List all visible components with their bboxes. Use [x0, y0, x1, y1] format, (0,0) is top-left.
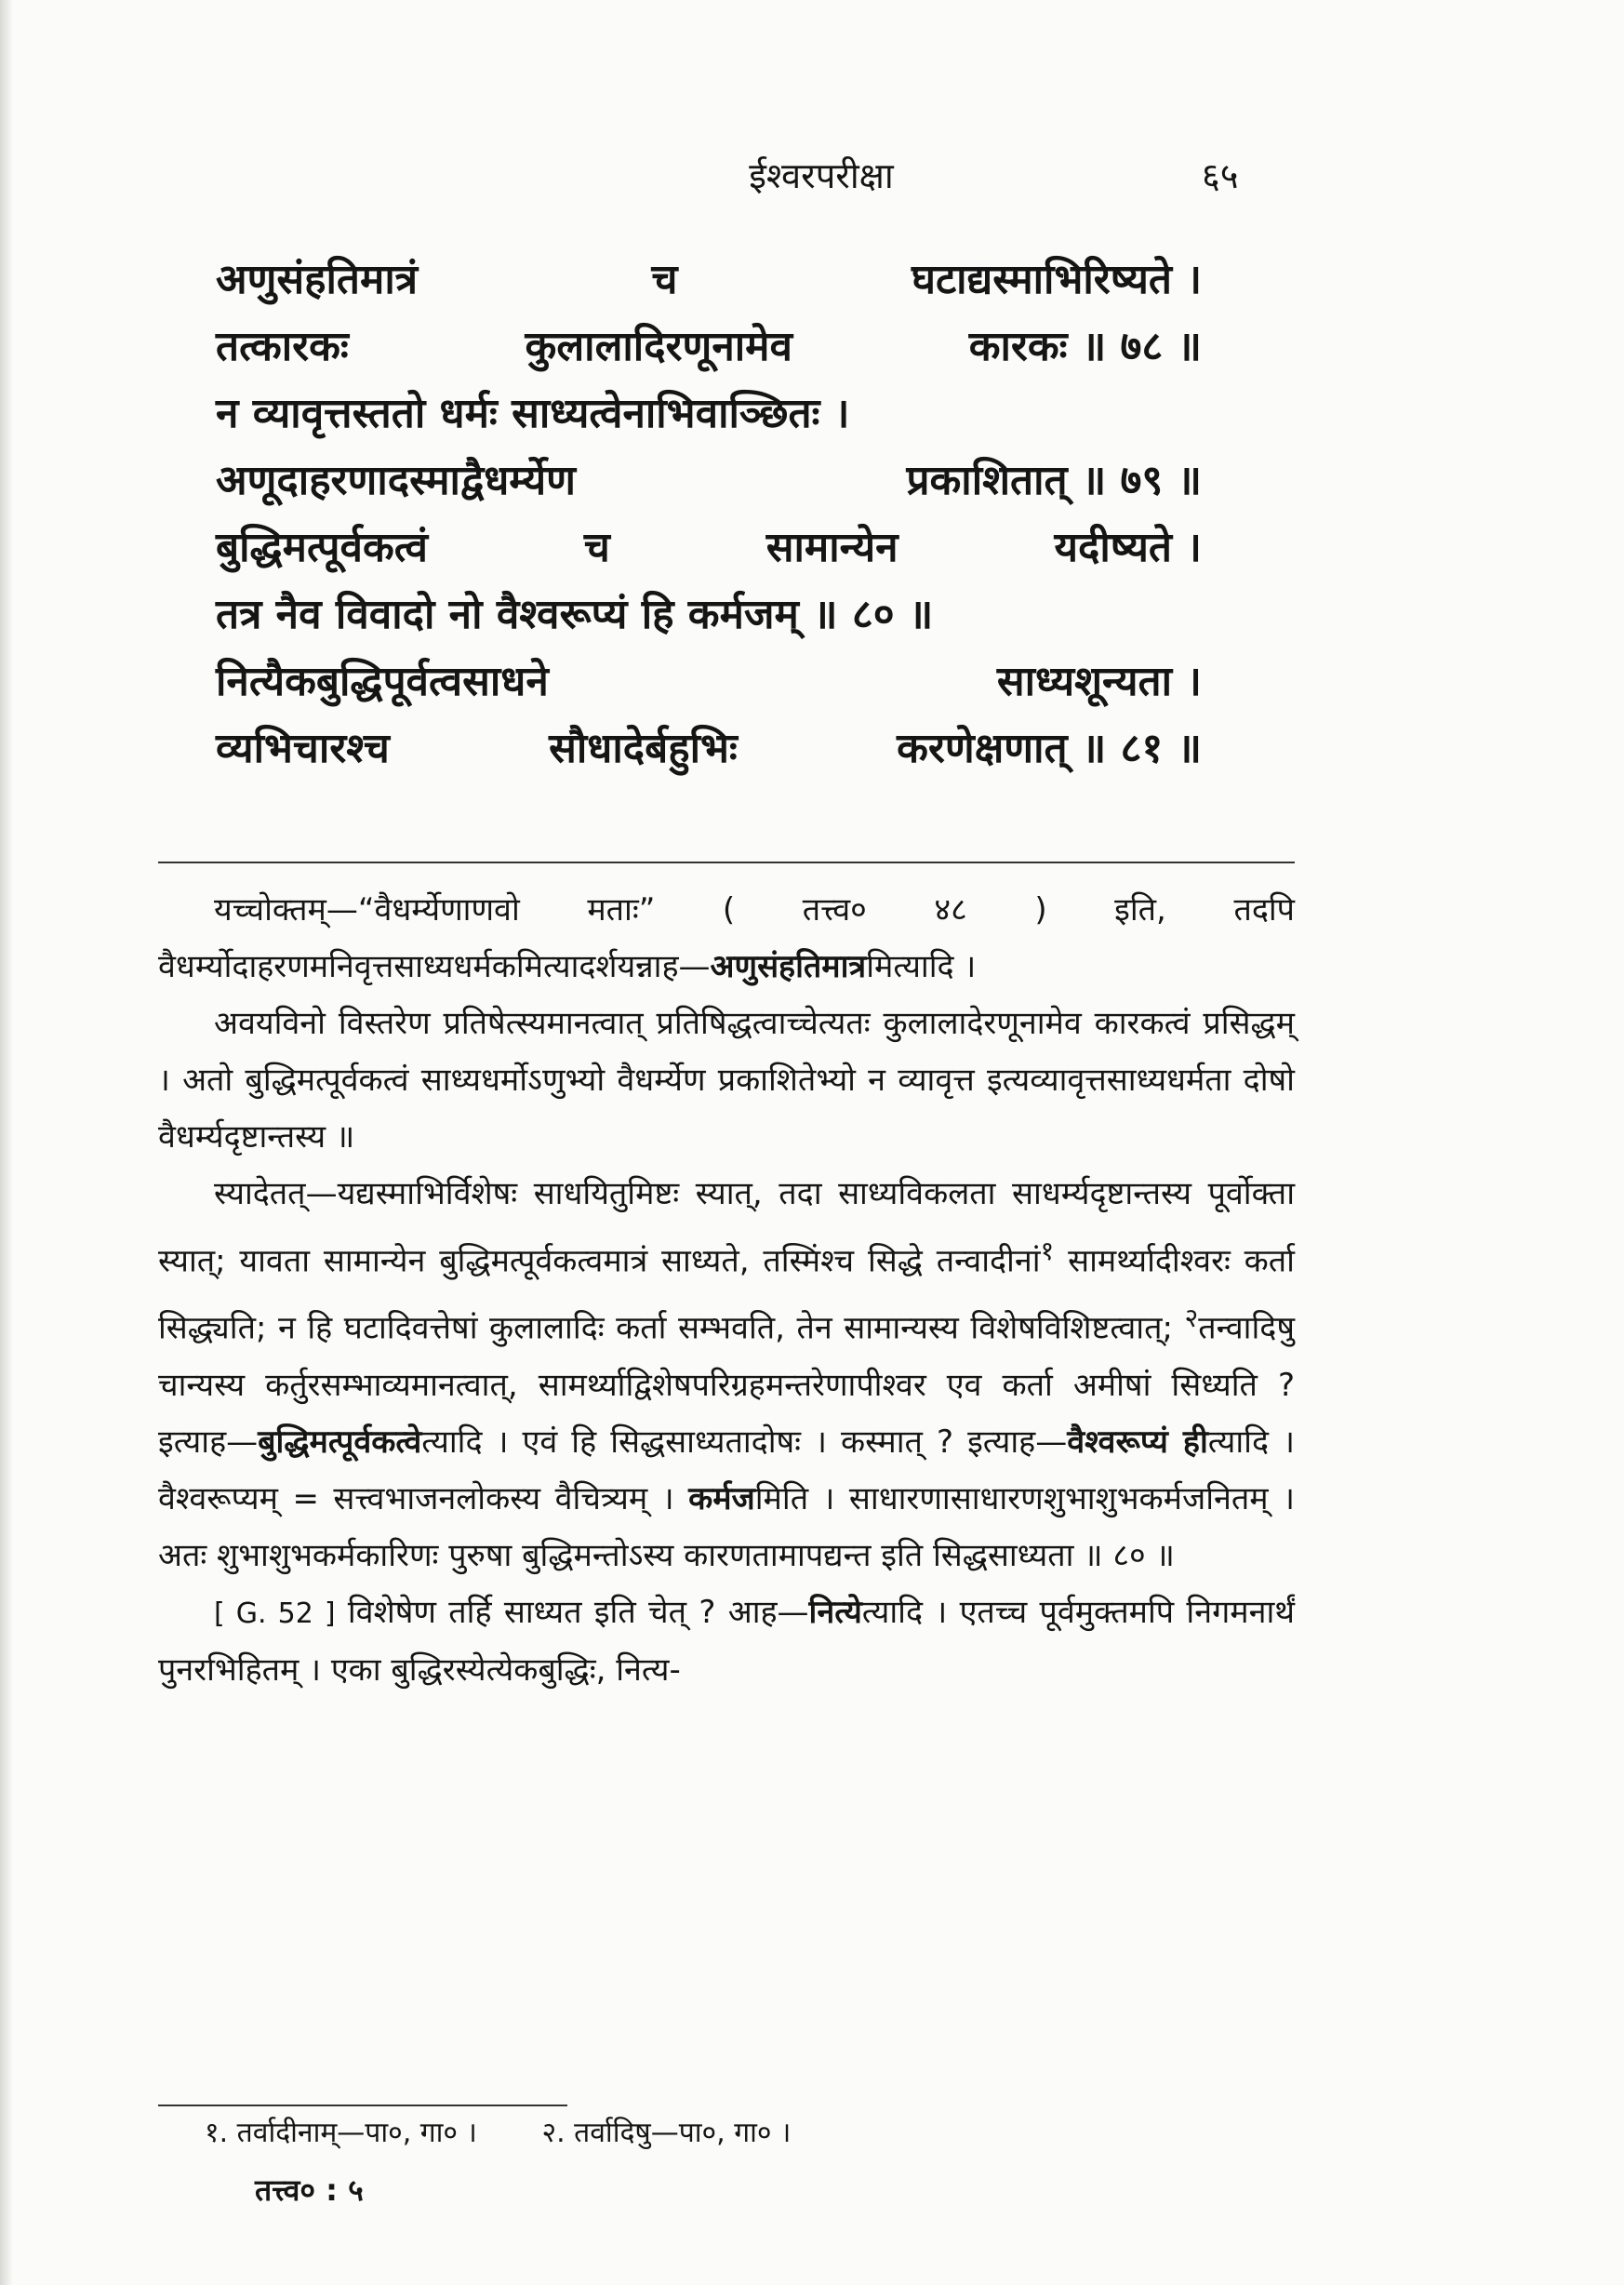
- verse-word: साध्यशून्यता ।: [996, 658, 1202, 705]
- verse-word: घटाद्यस्माभिरिष्यते ।: [911, 256, 1202, 303]
- footnote-marker: १: [1040, 1236, 1055, 1266]
- text-run: त्यादि । वैश्वरूप्यम् = सत्त्वभाजनलोकस्य वैचित्र्यम् ।: [158, 1423, 1295, 1517]
- commentary-paragraph: [158, 1584, 1295, 1699]
- verse-word: अणुसंहतिमात्रं: [216, 256, 419, 303]
- running-title: ईश्वरपरीक्षा: [749, 155, 894, 196]
- text-run: तन्वादिषु चान्यस्य कर्तुरसम्भाव्यमानत्वात्, सामर्थ्याद्विशेषपरिग्रहमन्तरेणापीश्वर एव कर्ता अमीषां सिध्यति ? इत्याह—: [158, 1309, 1295, 1461]
- footnote-rule: [158, 2105, 567, 2106]
- commentary: [158, 882, 1295, 1699]
- commentary-paragraph: अवयविनो विस्तरेण प्रतिषेत्स्यमानत्वात् प्रतिषिद्धत्वाच्चेत्यतः कुलालादेरणूनामेव कारकत्वं प्रसिद्धम् । अतो बुद्धिमत्पूर्वकत्वं साध्यधर्मोऽणुभ्यो वैधर्म्येण प्रकाशितेभ्यो न व्यावृत्त इत्यव्यावृत्तसाध्यधर्मता दोषो वैधर्म्यदृष्टान्तस्य ॥: [158, 1005, 1295, 1156]
- text-run: त्यादि । एवं हि सिद्धसाध्यतादोषः । कस्मात् ? इत्याह—: [421, 1423, 1068, 1461]
- text-run: त्यादि । एतच्च पूर्वमुक्तमपि निगमनार्थं पुनरभिहितम् । एका बुद्धिरस्येत्येकबुद्धिः, नित्य-: [158, 1593, 1295, 1689]
- verse-line: [216, 718, 1202, 785]
- text-run: यच्चोक्तम्—“वैधर्म्येणाणवो मताः” ( तत्त्व० ४८ ) इति, तदपि वैधर्म्योदाहरणमनिवृत्तसाध्यधर्मकमित्यादर्शयन्नाह—: [158, 891, 1295, 985]
- verse-word: बुद्धिमत्पूर्वकत्वं: [216, 524, 428, 571]
- lemma: कर्मज: [688, 1479, 755, 1517]
- page-edge-shadow: [0, 0, 13, 2285]
- text-run: मित्यादि ।: [866, 948, 977, 985]
- lemma: नित्ये: [808, 1593, 862, 1631]
- footnote-marker: २: [1184, 1303, 1199, 1334]
- verse-line: [216, 383, 1202, 450]
- page-number: ६५: [1202, 155, 1239, 196]
- text-run: स्यादेतत्—यद्यस्माभिर्विशेषः साधयितुमिष्टः स्यात्, तदा साध्यविकलता साधर्म्यदृष्टान्तस्य पूर्वोक्ता स्यात्; यावता सामान्येन बुद्धिमत्पूर्वकत्वमात्रं साध्यते, तस्मिंश्च सिद्धे तन्वादीनां: [158, 1175, 1295, 1280]
- commentary-paragraph: [158, 1166, 1295, 1584]
- commentary-paragraph: [158, 882, 1295, 996]
- footnotes: [205, 2112, 846, 2150]
- text-run: मिति । साधारणासाधारणशुभाशुभकर्मजनितम् । अतः शुभाशुभकर्मकारिणः पुरुषा बुद्धिमन्तोऽस्य कारणतामापद्यन्त इति सिद्धसाध्यता ॥ ८० ॥: [158, 1479, 1295, 1574]
- verse-word: प्रकाशितात् ॥ ७९ ॥: [906, 457, 1202, 504]
- lemma: बुद्धिमत्पूर्वकत्वे: [258, 1423, 422, 1461]
- verse-commentary-divider: [158, 862, 1295, 863]
- verse-line: [216, 316, 1202, 383]
- verse-line: [216, 249, 1202, 316]
- page-header: [0, 151, 1624, 207]
- edition-page-reference: [ G. 52 ]: [214, 1597, 336, 1630]
- verse-block: [216, 249, 1202, 785]
- lemma: अणुसंहतिमात्र: [710, 948, 867, 985]
- printer-signature-mark: तत्त्व० : ५: [255, 2172, 364, 2208]
- verse-word: कारकः ॥ ७८ ॥: [968, 323, 1202, 370]
- verse-word: सामान्येन: [765, 524, 899, 571]
- verse-word: सौधादेर्बहुभिः: [549, 725, 738, 772]
- lemma: वैश्वरूप्यं ही: [1067, 1423, 1208, 1461]
- verse-line: [216, 651, 1202, 718]
- verse-word: नित्यैकबुद्धिपूर्वत्वसाधने: [216, 658, 549, 705]
- verse-word: तत्कारकः: [216, 323, 349, 370]
- verse-line: [216, 584, 1202, 651]
- footnote: १. तर्वादीनाम्—पा०, गा० ।: [205, 2117, 477, 2149]
- verse-word: व्यभिचारश्च: [216, 725, 390, 772]
- text-run: विशेषेण तर्हि साध्यत इति चेत् ? आह—: [335, 1593, 809, 1631]
- verse-line: [216, 517, 1202, 584]
- verse-word: न व्यावृत्तस्ततो धर्मः साध्यत्वेनाभिवाञ्छितः ।: [216, 390, 850, 437]
- verse-word: कुलालादिरणूनामेव: [525, 323, 792, 370]
- verse-word: च: [651, 256, 678, 303]
- verse-word: यदीष्यते ।: [1054, 524, 1202, 571]
- verse-word: तत्र नैव विवादो नो वैश्वरूप्यं हि कर्मजम् ॥ ८० ॥: [216, 591, 934, 638]
- footnote: २. तर्वादिषु—पा०, गा० ।: [541, 2117, 792, 2149]
- verse-word: अणूदाहरणादस्माद्वैधर्म्येण: [216, 457, 576, 504]
- verse-line: [216, 450, 1202, 517]
- verse-word: च: [583, 524, 610, 571]
- text-run: सामर्थ्यादीश्वरः कर्ता सिद्ध्यति; न हि घटादिवत्तेषां कुलालादिः कर्ता सम्भवति, तेन सामान्यस्य विशेषविशिष्टत्वात्;: [158, 1242, 1295, 1347]
- verse-word: करणेक्षणात् ॥ ८१ ॥: [897, 725, 1202, 772]
